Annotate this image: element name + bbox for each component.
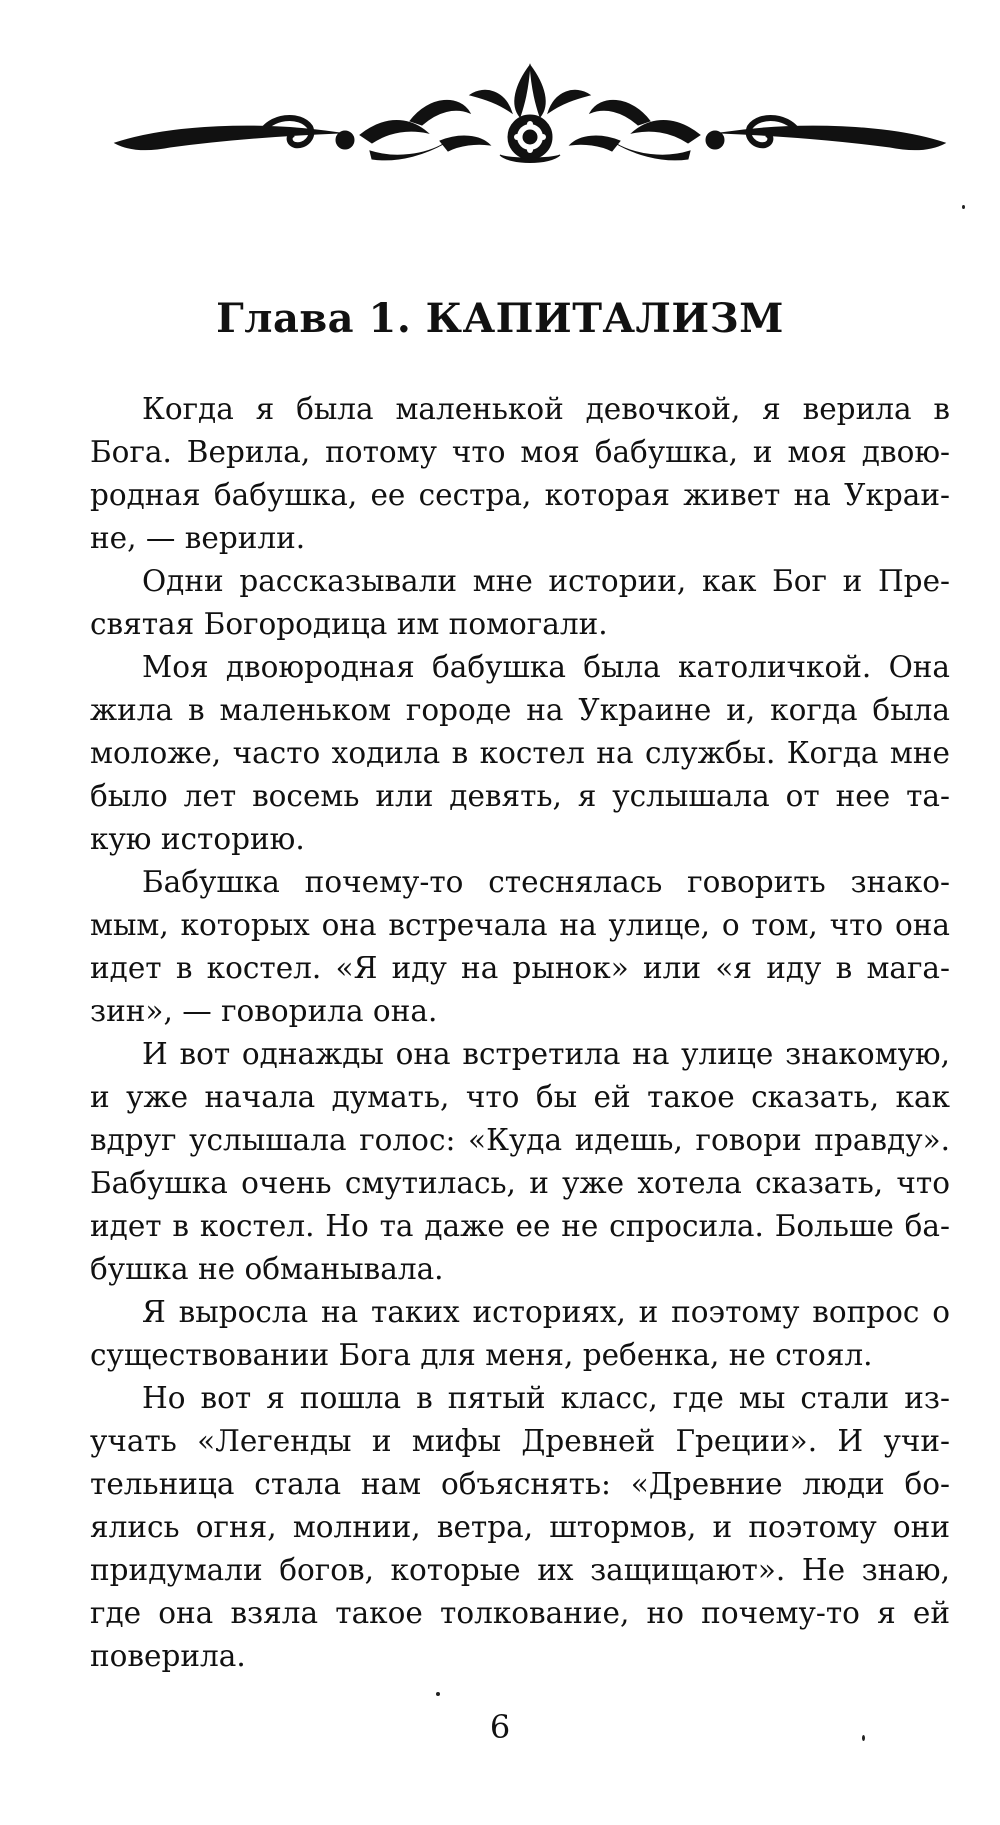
text-line: бушка не обманывала. — [90, 1252, 444, 1286]
text-line: моложе, часто ходила в костел на службы. Когда мне — [90, 736, 950, 770]
text-line: было лет восемь или девять, я услышала от нее та- — [90, 779, 950, 813]
paragraph — [90, 646, 950, 861]
paragraph — [90, 388, 950, 560]
text-line: кую историю. — [90, 822, 305, 856]
text-line: Но вот я пошла в пятый класс, где мы стали из- — [142, 1381, 950, 1415]
text-line: тельница стала нам объяснять: «Древние люди бо- — [90, 1467, 950, 1501]
chapter-title: Глава 1. КАПИТАЛИЗМ — [216, 295, 784, 342]
text-line: вдруг услышала голос: «Куда идешь, говори правду». — [90, 1123, 950, 1157]
print-speck — [962, 205, 965, 209]
text-line: Бога. Верила, потому что моя бабушка, и моя двою- — [90, 435, 950, 469]
paragraph — [90, 1033, 950, 1291]
text-line: родная бабушка, ее сестра, которая живет на Украи- — [90, 478, 950, 512]
paragraph — [90, 1291, 950, 1377]
text-line: существовании Бога для меня, ребенка, не стоял. — [90, 1338, 873, 1372]
text-line: идет в костел. «Я иду на рынок» или «я иду в мага- — [90, 951, 950, 985]
paragraph — [90, 1377, 950, 1678]
paragraph — [90, 560, 950, 646]
text-line: Моя двоюродная бабушка была католичкой. Она — [142, 650, 950, 684]
text-line: ялись огня, молнии, ветра, штормов, и поэтому они — [90, 1510, 950, 1544]
text-line: где она взяла такое толкование, но почему-то я ей — [90, 1596, 950, 1630]
paragraph — [90, 861, 950, 1033]
text-line: святая Богородица им помогали. — [90, 607, 608, 641]
text-line: зин», — говорила она. — [90, 994, 438, 1028]
text-line: Одни рассказывали мне истории, как Бог и Пре- — [142, 564, 950, 598]
text-line: Бабушка почему-то стеснялась говорить знако- — [142, 865, 950, 899]
text-line: идет в костел. Но та даже ее не спросила. Больше ба- — [90, 1209, 950, 1243]
print-speck — [436, 1692, 440, 1696]
page-number: 6 — [489, 1708, 511, 1746]
print-speck — [862, 1735, 865, 1741]
text-line: Когда я была маленькой девочкой, я верила в — [142, 392, 950, 426]
text-line: и уже начала думать, что бы ей такое сказать, как — [90, 1080, 950, 1114]
text-line: И вот однажды она встретила на улице знакомую, — [142, 1037, 950, 1071]
text-line: поверила. — [90, 1639, 246, 1673]
text-line: мым, которых она встречала на улице, о том, что она — [90, 908, 950, 942]
text-line: Я выросла на таких историях, и поэтому вопрос о — [142, 1295, 950, 1329]
text-line: учать «Легенды и мифы Древней Греции». И учи- — [90, 1424, 950, 1458]
text-line: не, — верили. — [90, 521, 306, 555]
body-text — [90, 388, 950, 1678]
text-line: придумали богов, которые их защищают». Не знаю, — [90, 1553, 950, 1587]
text-line: жила в маленьком городе на Украине и, когда была — [90, 693, 950, 727]
floral-ornament-icon — [110, 55, 950, 175]
text-line: Бабушка очень смутилась, и уже хотела сказать, что — [90, 1166, 950, 1200]
